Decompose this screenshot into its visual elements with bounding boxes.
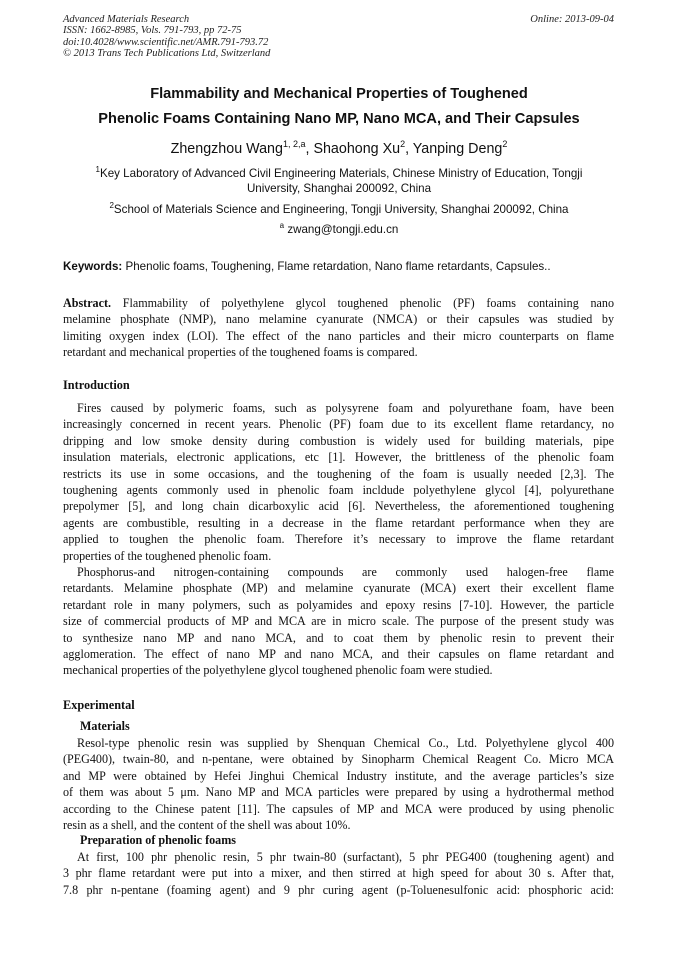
affiliation-mark: 1: [95, 165, 100, 174]
affiliation-mark: 2: [109, 201, 114, 210]
text-line: 3 phr flame retardant were put into a mixer, and then stirred at high speed for about 30 s. After that,: [63, 866, 614, 881]
author-separator: ,: [305, 141, 314, 157]
journal-header: [63, 14, 270, 60]
text-line: At first, 100 phr phenolic resin, 5 phr twain-80 (surfactant), 5 phr PEG400 (toughening agent) and: [77, 850, 614, 864]
text-line: agents are combustible, resulting in a decrease in the flame retardant performance when they are: [63, 515, 614, 530]
abstract-line: melamine phosphate (NMP), nano melamine cyanurate (NMCA) or their capsules was studied by: [63, 312, 614, 327]
author-list: [40, 139, 638, 159]
text-line: Phosphorus-and nitrogen-containing compounds are commonly used halogen-free flame: [77, 565, 614, 579]
author-separator: ,: [405, 141, 413, 157]
abstract-line: limiting oxygen index (LOI). The effect of the nano particles and their micro counterparts on flame: [63, 328, 614, 343]
text-line: dripping and low smoke density during combustion is widely used for building materials, pipe: [63, 433, 614, 448]
text-line: insulation materials, electronic applications, etc [1]. However, the brittleness of the phenolic foam: [63, 450, 614, 465]
abstract-line: Flammability of polyethylene glycol toughened phenolic (PF) foams containing nano: [111, 296, 614, 310]
text-line: to synthesize nano MP and nano MCA, and to coat them by phenolic resin to prevent their: [63, 630, 614, 645]
text-line: of them was about 5 μm. Nano MP and MCA particles were prepared by using a hydrothermal method: [63, 785, 614, 800]
text-line: applied to toughen the phenolic foam. Therefore it’s necessary to improve the flame retardant: [63, 532, 614, 547]
text-line: prepolymer [5], and long chain dicarboxylic acid [6]. Nevertheless, the aforementioned toughening: [63, 499, 614, 514]
author-affiliation-mark: 1, 2,a: [282, 139, 306, 149]
title-line-1: Flammability and Mechanical Properties of Toughened: [150, 86, 528, 102]
introduction-heading: Introduction: [63, 378, 130, 392]
materials-paragraph: [63, 735, 614, 833]
online-date: Online: 2013-09-04: [530, 14, 614, 25]
preparation-paragraph: [63, 849, 614, 898]
text-line: retardant role in many polymers, such as polyamides and epoxy resins [7-10]. However, the particle: [63, 597, 614, 612]
text-line: mechanical properties of the polyethylene glycol toughened phenolic foam were studied.: [63, 663, 493, 678]
journal-name: Advanced Materials Research: [63, 14, 190, 25]
author-affiliation-mark: 2: [400, 139, 406, 149]
preparation-heading: Preparation of phenolic foams: [80, 833, 236, 847]
experimental-heading: Experimental: [63, 698, 135, 712]
text-line: Fires caused by polymeric foams, such as polysyrene foam and polyurethane foam, have been: [77, 401, 614, 415]
keywords: [63, 259, 551, 274]
text-line: (PEG400), twain-80, and n-pentane, were obtained by Sinopharm Chemical Reagent Co. Micro MCA: [63, 752, 614, 767]
materials-heading: Materials: [80, 719, 130, 733]
text-line: size of commercial products of MP and MCA are in micro scale. The purpose of the present study was: [63, 614, 614, 629]
text-line: properties of the toughened phenolic foam.: [63, 548, 272, 563]
author-affiliation-mark: 2: [502, 139, 508, 149]
affiliation-text: University, Shanghai 200092, China: [246, 182, 432, 195]
keywords-text: Phenolic foams, Toughening, Flame retardation, Nano flame retardants, Capsules..: [122, 260, 551, 273]
text-line: Resol-type phenolic resin was supplied by Shenquan Chemical Co., Ltd. Polyethylene glycol 400: [77, 736, 614, 750]
affiliation-text: Key Laboratory of Advanced Civil Engineering Materials, Chinese Ministry of Education, Tongji: [99, 167, 583, 180]
author-email: [40, 222, 638, 237]
text-line: resin as a shell, and the content of the shell was about 10%.: [63, 818, 351, 833]
author-name: Zhengzhou Wang: [170, 141, 283, 157]
affiliation-2: [40, 202, 638, 217]
text-line: and MP were obtained by Hefei Jinghui Chemical Industry institute, and the average particles’s size: [63, 768, 614, 783]
abstract-line: retardant and mechanical properties of the toughened foams is compared.: [63, 345, 418, 360]
text-line: toughening agents commonly used in phenolic foam incldude polyethylene glycol [4], polyurethane: [63, 483, 614, 498]
email-address: zwang@tongji.edu.cn: [284, 223, 399, 236]
journal-copyright: © 2013 Trans Tech Publications Ltd, Switzerland: [63, 48, 271, 60]
text-line: agglomeration. The effect of nano MP and nano MCA, and their capsules on flame retardant and: [63, 647, 614, 662]
affiliation-text: School of Materials Science and Engineering, Tongji University, Shanghai 200092, China: [113, 203, 569, 216]
paper-title: [40, 82, 638, 132]
affiliation-1: [40, 166, 638, 196]
introduction-paragraph-1: [63, 400, 614, 564]
text-line: restricts its use in some occasions, and the toughening of the foam is usually needed [2,3]. The: [63, 466, 614, 481]
text-line: according to the Chinese patent [11]. The capsules of MP and MCA were produced by using phenolic: [63, 801, 614, 816]
email-mark: a: [279, 221, 285, 230]
abstract: [63, 295, 614, 361]
introduction-paragraph-2: [63, 564, 614, 679]
text-line: increasingly concerned in recent years. Phenolic (PF) foam due to its excellent flame retardancy, no: [63, 417, 614, 432]
author-name: Shaohong Xu: [313, 141, 401, 157]
abstract-label: Abstract.: [63, 296, 112, 310]
journal-doi: doi:10.4028/www.scientific.net/AMR.791-793.72: [63, 36, 269, 48]
title-line-2: Phenolic Foams Containing Nano MP, Nano MCA, and Their Capsules: [98, 111, 580, 127]
text-line: retardants. Melamine phosphate (MP) and melamine cyanurate (MCA) exert their excellent flame: [63, 581, 614, 596]
journal-issn: ISSN: 1662-8985, Vols. 791-793, pp 72-75: [63, 25, 242, 37]
text-line: 7.8 phr n-pentane (foaming agent) and 9 phr curing agent (p-Toluenesulfonic acid: phosphoric acid:: [63, 882, 614, 897]
author-name: Yanping Deng: [412, 141, 503, 157]
keywords-label: Keywords:: [63, 260, 123, 273]
